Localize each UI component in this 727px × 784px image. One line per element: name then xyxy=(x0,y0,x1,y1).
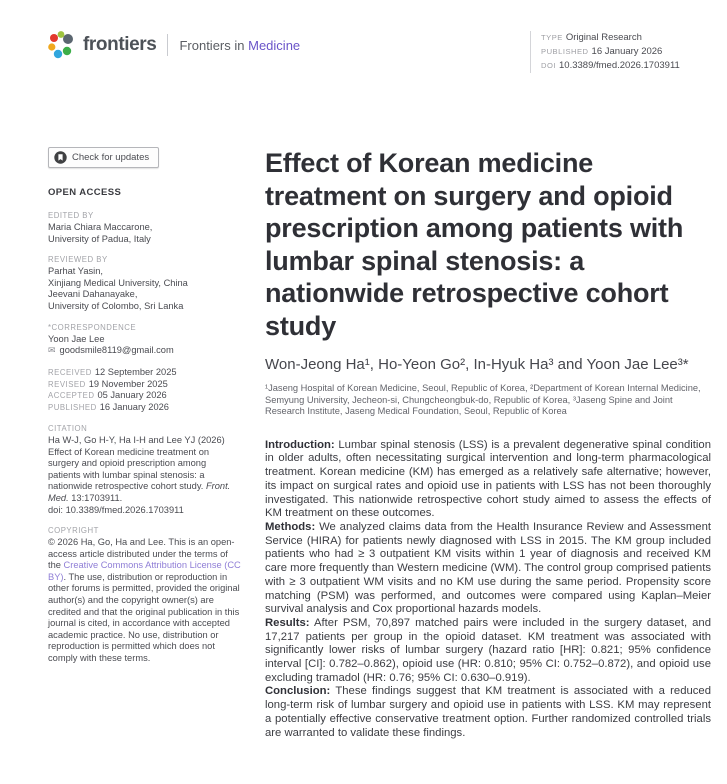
article-main xyxy=(265,147,711,740)
edited-by-section xyxy=(48,211,241,245)
meta-doi-label: DOI xyxy=(541,61,557,70)
open-access-heading: OPEN ACCESS xyxy=(48,187,122,198)
meta-doi-row xyxy=(541,59,710,73)
meta-published-label: PUBLISHED xyxy=(541,47,589,56)
abstract-introduction xyxy=(265,439,711,521)
citation-label: CITATION xyxy=(48,423,88,433)
citation-volume: 13:1703911. xyxy=(68,492,123,503)
correspondence-name: Yoon Jae Lee xyxy=(48,333,105,344)
copyright-body-end: . The use, distribution or reproduction in other forums is permitted, provided the original author(s) and the copyright owner(s) are credited and that the original publication in this journal is cited, in accordance with accepted academic practice. No use, distribution or reproduction is permitted which does not comply with these terms. xyxy=(48,571,240,664)
author-list: Won-Jeong Ha¹, Ho-Yeon Go², In-Hyuk Ha³ and Yoon Jae Lee³* xyxy=(265,356,689,373)
published-value: 16 January 2026 xyxy=(99,402,169,413)
reviewed-by-label: REVIEWED BY xyxy=(48,255,108,265)
abstract-introduction-text: Lumbar spinal stenosis (LSS) is a prevalent degenerative spinal condition in older adults, often necessitating surgical intervention and long-term pharmacological treatment. Korean medicine (KM) has emerged as a relatively safe alternative; however, its impact on surgical rates and opioid use in patients with LSS has not been thoroughly investigated. This nationwide retrospective cohort study aimed to assess the effects of KM treatment on these outcomes. xyxy=(265,438,711,520)
reviewer-affiliation: University of Colombo, Sri Lanka xyxy=(48,300,184,311)
received-row xyxy=(48,367,241,379)
left-sidebar xyxy=(48,147,241,675)
journal-prefix: Frontiers in xyxy=(179,37,245,53)
abstract-results xyxy=(265,617,711,686)
header-divider xyxy=(167,34,168,56)
received-value: 12 September 2025 xyxy=(94,366,177,377)
meta-type-row xyxy=(541,31,710,45)
correspondence-email-link[interactable]: goodsmile8119@gmail.com xyxy=(59,345,174,356)
copyright-body-start: © 2026 Ha, Go, Ha and Lee. This is an open-access article distributed under the terms of the xyxy=(48,537,235,571)
meta-published-row xyxy=(541,45,710,59)
abstract-methods-label: Methods: xyxy=(265,521,316,533)
crossmark-icon xyxy=(54,151,67,164)
check-for-updates-label: Check for updates xyxy=(72,152,150,163)
correspondence-section xyxy=(48,323,241,357)
brand-wordmark: frontiers xyxy=(83,34,157,55)
citation-body: Ha W-J, Go H-Y, Ha I-H and Lee YJ (2026) Effect of Korean medicine treatment on surgery and opioid prescription among patients with lumbar spinal stenosis: a nationwide retrospective cohort study. xyxy=(48,434,225,492)
revised-value: 19 November 2025 xyxy=(88,378,168,389)
cc-by-license-link[interactable]: Creative Commons Attribution License (CC BY) xyxy=(48,560,241,582)
history-dates-section xyxy=(48,367,241,414)
journal-header xyxy=(48,30,300,60)
abstract-results-label: Results: xyxy=(265,616,310,629)
accepted-value: 05 January 2026 xyxy=(97,390,167,401)
reviewer-name: Parhat Yasin, xyxy=(48,266,103,277)
affiliations: ¹Jaseng Hospital of Korean Medicine, Seoul, Republic of Korea, ²Department of Korean Internal Medicine, Semyung University, Jecheon-si, Chungcheongbuk-do, Republic of Korea, ³Jaseng Spine and Joint Research Institute, Jaseng Medical Foundation, Seoul, Republic of Korea xyxy=(265,383,701,417)
citation-section xyxy=(48,424,241,516)
accepted-label: ACCEPTED xyxy=(48,391,95,401)
abstract xyxy=(265,439,711,740)
envelope-icon: ✉ xyxy=(48,345,56,356)
copyright-label: COPYRIGHT xyxy=(48,526,99,536)
received-label: RECEIVED xyxy=(48,367,92,377)
journal-name-link[interactable]: Medicine xyxy=(248,37,301,53)
citation-doi: doi: 10.3389/fmed.2026.1703911 xyxy=(48,504,184,515)
abstract-methods-text: We analyzed claims data from the Health Insurance Review and Assessment Service (HIRA) for patients newly diagnosed with LSS in 2015. The KM group included patients who had ≥ 3 outpatient KM visits within 1 year of diagnosis and received KM care more frequently than Western medicine (WM). The control group comprised patients with ≥ 3 outpatient WM visits and no KM use during the same period. Propensity score matching (PSM) was performed, and outcomes were compared using Kaplan–Meier survival analysis and Cox proportional hazards models. xyxy=(265,521,711,616)
published-row xyxy=(48,402,241,414)
meta-type-value: Original Research xyxy=(565,32,642,43)
abstract-methods xyxy=(265,521,711,617)
editor-affiliation: University of Padua, Italy xyxy=(48,233,151,244)
citation-journal-abbrev: Front. Med. xyxy=(48,481,231,503)
editor-name: Maria Chiara Maccarone, xyxy=(48,222,153,232)
meta-doi-value: 10.3389/fmed.2026.1703911 xyxy=(559,60,680,71)
published-label: PUBLISHED xyxy=(48,403,97,413)
correspondence-label: *CORRESPONDENCE xyxy=(48,322,137,332)
frontiers-logo-icon xyxy=(48,30,76,60)
copyright-text xyxy=(48,537,241,665)
accepted-row xyxy=(48,390,241,402)
article-title: Effect of Korean medicine treatment on surgery and opioid prescription among patients with lumbar spinal stenosis: a nationwide retrospective cohort study xyxy=(265,148,684,341)
edited-by-label: EDITED BY xyxy=(48,211,94,220)
journal-title xyxy=(179,38,300,53)
meta-type-label: TYPE xyxy=(541,33,563,42)
check-for-updates-button[interactable] xyxy=(48,147,159,168)
revised-label: REVISED xyxy=(48,379,86,389)
article-meta-block xyxy=(530,31,710,73)
abstract-results-text: After PSM, 70,897 matched pairs were included in the surgery dataset, and 17,217 patients per group in the opioid dataset. KM treatment was associated with significantly lower risks of lumbar surgery (hazard ratio [HR]: 0.821; 95% confidence interval [CI]: 0.782–0.862), opioid use (HR: 0.810; 95% CI: 0.752–0.872), and opioid use excluding tramadol (HR: 0.76; 95% CI: 0.630–0.919). xyxy=(265,616,711,684)
correspondence-email-row xyxy=(48,345,241,357)
abstract-conclusion xyxy=(265,685,711,740)
abstract-conclusion-label: Conclusion: xyxy=(265,685,331,698)
reviewed-by-section xyxy=(48,255,241,312)
copyright-section xyxy=(48,526,241,665)
abstract-introduction-label: Introduction: xyxy=(265,438,335,451)
abstract-conclusion-text: These findings suggest that KM treatment is associated with a reduced long-term risk of lumbar surgery and opioid use in patients with LSS. KM may represent a potentially effective conservative treatment option. Further randomized controlled trials are warranted to validate these findings. xyxy=(265,685,711,739)
revised-row xyxy=(48,379,241,391)
reviewer-affiliation: Xinjiang Medical University, China xyxy=(48,277,188,288)
citation-text xyxy=(48,435,241,516)
meta-published-value: 16 January 2026 xyxy=(591,46,663,57)
reviewer-name: Jeevani Dahanayake, xyxy=(48,289,138,300)
